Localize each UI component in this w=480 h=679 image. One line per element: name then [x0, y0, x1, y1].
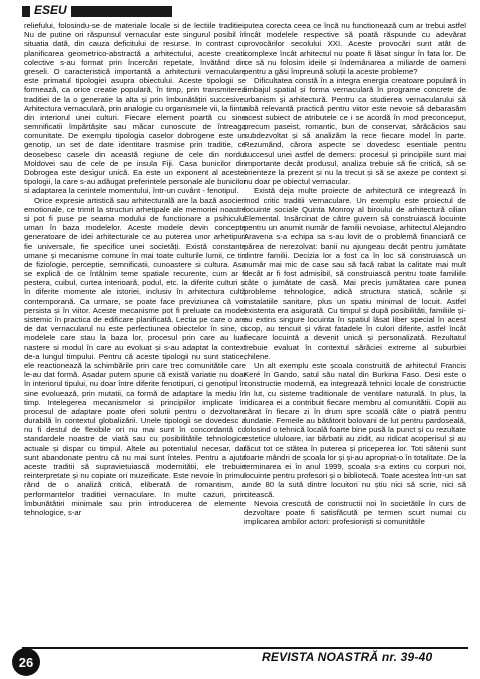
left-column	[24, 21, 246, 638]
paragraph: reliefului, folosindu-se de materiale locale si de lectiile traditiei. Nu de putine ori răspunsul vernacular este singurul posibil în situatia dată, din cauza deficitului de resurse. In contrast cu planificarea geometrico-abstractă a arhitectului, aceste creatii colective s-au format prin încercări repetate, învătând din greseli. O caracteristică importantă a arhitecturii vernaculare este primatul tipologiei asupra obiectului. Aceste tipologii se formează, ca orice creatie populară, în timp, prin transmiterea traditiei de la o generatie la alta și prin îmbunătățiri succesive. Arhitectura vernaculară, prin analogie cu organismele vii, la fiinta din interiorul unei culturi. Fiecare element poartă cu sine semnificatii împărtășite sau măcar cunoscute de întreaga comunitate. De exemplu tipologia caselor dobrogene este un genotip, un set de date identitare trasmise prin traditie, ce deosebesc casele din această regiune de cele din nordul Moldovei sau de cele de pe insula Fiji. Casa bunicilor din Dobrogea este desigur unică. Ea este un exponent al acestei tipologii, la care s-au adăugat preferintele personale ale bunicilor si adaptarea la cerintele momentului, într-un cuvânt - fenotipul.	[24, 21, 246, 196]
page-number: 26	[12, 648, 40, 676]
magazine-title: REVISTA NOASTRĂ nr. 39-40	[262, 650, 433, 664]
right-column	[244, 21, 466, 638]
section-title: ESEU	[30, 3, 71, 18]
paragraph: Orice expresie artistică sau arhitecturală are la bază asocieri emotionale, ce trimit la structuri arhetipale ale memoriei noastre si pot fi puse pe seama modului de functionare a psihicului uman în baza modelelor. Aceste modele devin concepte generatoare de idei arhitecturale ce au puterea unor arhetipuri fie universale, fie specifice unei societăți. Există constante umane și mecanisme comune în mai toate culturile lumii, ce tin de fiziologie, perceptie, semnificatii, cunoastere si cultura. Asa se explică de ce întâlnim teme spatiale recurente, cum ar fi pestera, cuibul, curtea interioară, podul, etc. la diferite culturi și în diferite momente ale istoriei, inclusiv în arhitectura cultă contemporană. Ca urmare, se poate face previziunea că vor persista și în viitor. Aceste mecanisme pot fi preluate ca model sistemic în practica de edificare planificată. Lectia pe care o are de dat vernacularul nu este perfectiunea obiectelor în sine, ci modelele care stau la baza lor, procesul prin care au luat nastere si modul în care au evoluat și s-au adaptat la context de-a lungul timpului. Pentru că aceste tipologii nu sunt statice, ele reactionează la schimbările prin care trec comunitătile care le-au dat formă. Asadar putem spune că există variatie nu doar în interiorul tipului, nu doar între diferite fenotipuri, ci genotipul în sine evoluează, prin mutatii, ca formă de adaptare la mediu în timp. Intelegerea mecanismelor si principiilor implicate în procesul de adaptare poate oferi solutii pentru o dezvoltare durabilă în contextul globalizării. Unele tipologii se dovedesc a nu fi destul de flexibile ori nu mai sunt în concordantă cu standardele noastre de viată sau cu posibilitătile tehnologice actuale și dispar cu timpul. Altele au potentialul necesar, dar sunt abandonate pentru că nu mai sunt înteles. Pentru a ajuta aceste traditii să supravietuiască modernitătii, ele trebuie reinterpretate și nu copiate ori muzeificate. Este nevoie în primul rând de o analiză critică, eliberată de romantism, a performantelor traditiei vernaculare. In multe cazuri, prin îmbunătătiri minimale sau prin introducerea de elemente tehnologice, s-ar	[24, 195, 246, 517]
paragraph: Un alt exemplu este școala construită de arhitectul Francis Keré în Gando, satul său natal din Burkina Faso. Desi este o constructie modernă, ea integrează tehnici locale de constructie în lut, cu sisteme traditionale de ventilare naturală. In plus, la ridicarea ei a contribuit fiecare membru al comunitătii. Copiii au cărat în fiecare zi în drum spre școală câte o piatră pentru fundatie. Femeile au bătătorit bolovani de lut pentru pardoseală, folosind o tehnică locală foarte bine pusă la punct și cu rezultate estetice ululoare, iar bărbatii au zidit, au ridicat acoperisul și au făcut tot ce stătea în puterea și priceperea lor. Toti sătenii sunt foarte mândri de școala lor și și-au apropriat-o în totalitate. De la terminarea ei în anul 1999, școala s-a extins cu corpuri noi, locuinte pentru profesori și o bibliotecă. Toate acestea într-un sat unde 80 la sută dintre locuitori nu știu nici să scrie, nici să citească.	[244, 360, 466, 499]
paragraph: putea corecta ceea ce încă nu functionează cum ar trebui astfel încât modelele respective să poată răspunde cu adevărat provocărilor secolului XXI. Aceste provocări sunt atât de complexe încât arhitectul nu poate fi lăsat singur în fata lor. De ce să nu folosim ideile și îndemânarea a miliarde de oameni pentru a găsi împreună soluții la aceste probleme?	[244, 21, 466, 76]
paragraph: Nevoia crescută de constructii noi în societătile în curs de dezvoltare poate fi satisfăcută pe termen scurt numai cu implicarea ambilor actori: profesioniști si comunitătile	[244, 498, 466, 527]
paragraph: Există deja multe proiecte de arhitectură ce integrează în mod critic traditii vernaculare. Un exemplu este proiectul de locuinte sociale Quinta Monroy al biroului de arhitectură cilian Elemental. Insărcinat de către guvern să construiască locuinte pentru un anumit număr de familii nevoiase, arhitectul Alejandro Aravena s-a echipa sa s-au lovit de o problemă financiară ce părea de nerezolvat: banii nu ajungeau decât pentru jumătate dintre familii. Decizia lor a fost ca în loc să construiască un număr mai mic de case sau să facă rabat la calitate mai mult decât ar fi fost admisibil, să construiască pentru toate familiile câte o jumătate de casă. Mai precis jumătatea care punea probleme tehnologice, adică structura statică, scările și instalatiile sanitare, plus un spatiu minimal de locuit. Astfel existenta era asigurată. Cu timpul și după posibilităti, familiile și-au extins singure locuinta în spatiul lăsat liber special în acest scop, au tencuit și vărat fatadele în culori diferite, astfel încât fiecare locuintă a devenit unică și personalizată. Rezultatul trebuie evaluat în contextul sărăciei extreme al suburbiei chilene.	[244, 186, 466, 361]
footer-rule	[22, 647, 468, 649]
paragraph: Dificultatea constă în a integra energia creatoare populară în limbajul spatial și forma vernaculară în programe concrete de urbanism și arhitectură. Pentru ca studierea vernacularului să aibă relevantă practică pentru viitor este nevoie să debarasăm acest subiect de atributele ce i se acordă în mod preconceput, precum paseist, romantic, bun de conservat, sărăcăcios sau subdezvoltat și să analizăm la rece fiecare model în parte. Rezumând, cărora aspecte se dovedesc esentiale pentru succesul unei astfel de demers: procesul și principiile sunt mai importante decât produsul, analiza trebuie să fie critică, să se orienteze la prezent și nu la trecut și să se axeze pe context și nu doar pe obiectul vernacular.	[244, 76, 466, 187]
